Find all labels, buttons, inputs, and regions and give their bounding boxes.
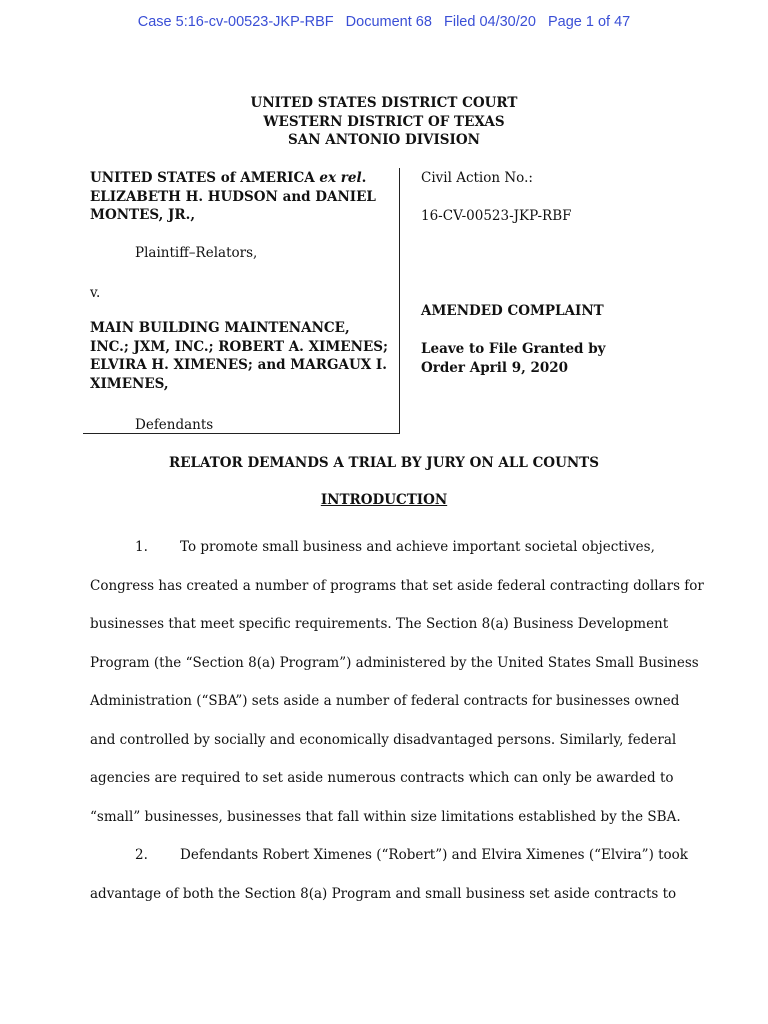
defendant-role: Defendants [135, 417, 214, 433]
court-division: SAN ANTONIO DIVISION [288, 132, 480, 148]
court-name: UNITED STATES DISTRICT COURT [250, 95, 518, 111]
ecf-header-stamp: Case 5:16-cv-00523-JKP-RBF Document 68 Filed 04/30/20 Page 1 of 47 [137, 14, 631, 30]
document-title: AMENDED COMPLAINT [421, 303, 604, 319]
plaintiff-role: Plaintiff–Relators, [135, 245, 258, 261]
paragraph-line: “small” businesses, businesses that fall within size limitations established by the SBA. [90, 808, 681, 825]
complaint-body [90, 528, 704, 913]
civil-action-label: Civil Action No.: [421, 170, 533, 186]
paragraph-number: 1. [135, 539, 148, 555]
paragraph-first-line [90, 836, 690, 875]
court-district: WESTERN DISTRICT OF TEXAS [263, 113, 505, 130]
paragraph-text: To promote small business and achieve important societal objectives, [180, 539, 655, 555]
case-caption-parties [83, 168, 400, 434]
court-heading [0, 94, 768, 150]
paragraph-line: agencies are required to set aside numerous contracts which can only be awarded to [90, 770, 674, 786]
paragraph-number: 2. [135, 847, 148, 863]
ex-rel-text: ex rel [319, 170, 362, 186]
paragraph-line: Congress has created a number of programs that set aside federal contracting dollars for [90, 577, 704, 594]
paragraph-first-line [90, 528, 690, 567]
paragraph-line: and controlled by socially and economically disadvantaged persons. Similarly, federal [90, 731, 677, 748]
defendants-names: MAIN BUILDING MAINTENANCE, INC.; JXM, INC.; ROBERT A. XIMENES; ELVIRA H. XIMENES; and MARGAUX I. XIMENES, [90, 320, 388, 392]
jury-demand: RELATOR DEMANDS A TRIAL BY JURY ON ALL COUNTS [169, 455, 599, 471]
paragraph-line: advantage of both the Section 8(a) Program and small business set aside contracts to [90, 885, 677, 902]
civil-action-number: 16-CV-00523-JKP-RBF [421, 208, 572, 224]
paragraph-line: businesses that meet specific requirements. The Section 8(a) Business Development [90, 616, 669, 632]
plaintiffs-prefix: UNITED STATES of AMERICA [90, 170, 320, 186]
paragraph-text: Defendants Robert Ximenes (“Robert”) and Elvira Ximenes (“Elvira”) took [180, 847, 688, 863]
plaintiffs-names [90, 169, 389, 225]
paragraph-line: Program (the “Section 8(a) Program”) administered by the United States Small Business [90, 654, 699, 671]
leave-to-file-note: Leave to File Granted by Order April 9, 2020 [421, 341, 606, 376]
versus-text: v. [90, 285, 101, 301]
section-heading: INTRODUCTION [320, 492, 448, 508]
paragraph-line: Administration (“SBA”) sets aside a number of federal contracts for businesses owned [90, 693, 680, 709]
plaintiffs-rest: . ELIZABETH H. HUDSON and DANIEL MONTES, JR., [90, 170, 376, 223]
